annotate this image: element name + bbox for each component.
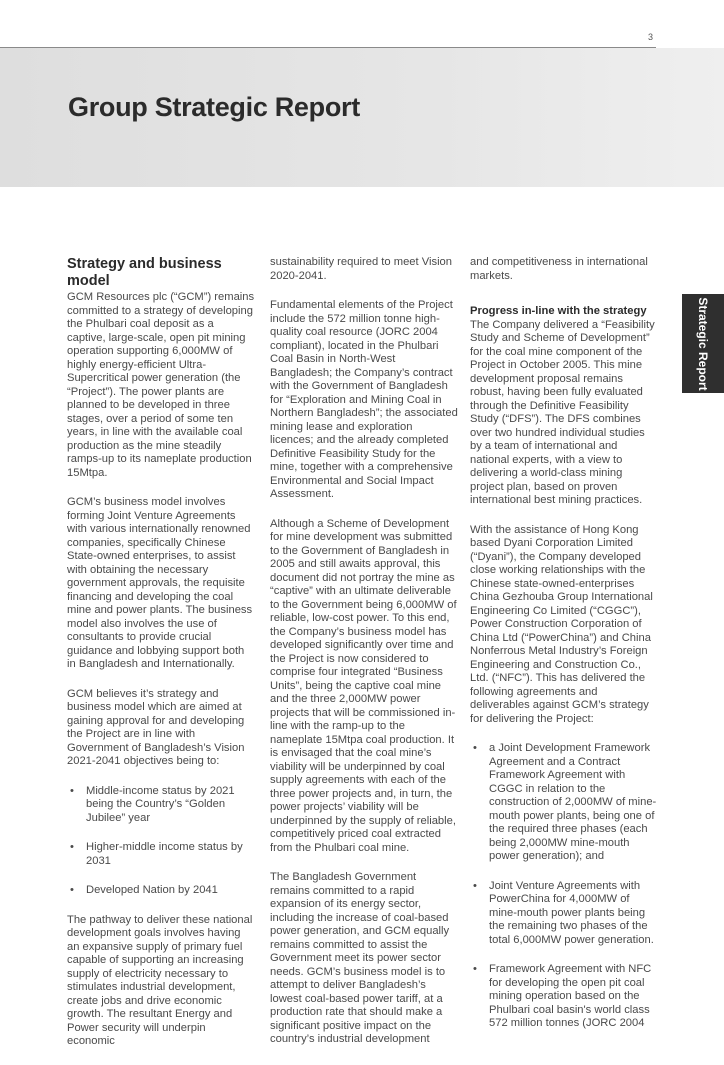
objectives-list bbox=[67, 785, 255, 898]
paragraph: GCM Resources plc (“GCM”) remains committed to a strategy of developing the Phulbari coal deposit as a captive, large-scale, open pit mining operation supporting 6,000MW of highly energy-efficient Ultra-Supercritical power generation (the “Project”). The power plants are planned to be developed in three stages, over a period of some ten years, in line with the available coal production as the mine steadily ramps-up to its nameplate production 15Mtpa. bbox=[67, 291, 255, 479]
column-1 bbox=[67, 256, 255, 1065]
list-item bbox=[470, 880, 658, 948]
bullet-icon: • bbox=[70, 841, 74, 853]
column-2 bbox=[270, 256, 458, 1063]
list-item bbox=[67, 785, 255, 826]
list-item-text: Joint Venture Agreements with PowerChina for 4,000MW of mine-mouth power plants being the remaining two phases of the total 6,000MW power generation. bbox=[489, 879, 654, 946]
section-heading: Strategy and business model bbox=[67, 256, 222, 289]
paragraph: sustainability required to meet Vision 2020-2041. bbox=[270, 256, 452, 282]
section-tab bbox=[682, 294, 724, 393]
header-rule bbox=[0, 47, 656, 48]
paragraph: GCM believes it’s strategy and business model which are aimed at gaining approval for and developing the Project are in line with Government of Bangladesh’s Vision 2021-2041 objectives being to: bbox=[67, 687, 245, 767]
bullet-icon: • bbox=[70, 784, 74, 797]
bullet-icon: • bbox=[473, 963, 477, 975]
list-item bbox=[67, 884, 255, 898]
list-item-text: Framework Agreement with NFC for developing the open pit coal mining operation based on the Phulbari coal basin's world class 572 million tonnes (JORC 2004 bbox=[489, 963, 652, 1029]
page-title: Group Strategic Report bbox=[68, 92, 360, 122]
paragraph: Fundamental elements of the Project include the 572 million tonne high-quality coal resource (JORC 2004 compliant), located in the Phulbari Coal Basin in North-West Bangladesh; the Company’s contract with the Government of Bangladesh for “Exploration and Mining Coal in Northern Bangladesh”; the associated mining lease and exploration licences; and the already completed Definitive Feasibility Study for the mine, together with a comprehensive Environmental and Social Impact Assessment. bbox=[270, 299, 458, 500]
column-3 bbox=[470, 256, 658, 1047]
page-number: 3 bbox=[648, 32, 654, 42]
list-item-text: Higher-middle income status by 2031 bbox=[86, 841, 243, 867]
list-item-text: Middle-income status by 2021 being the Country’s “Golden Jubilee” year bbox=[86, 784, 235, 824]
paragraph: GCM’s business model involves forming Joint Venture Agreements with various internationally renowned companies, specifically Chinese State-owned enterprises, to assist with obtaining the necessary government approvals, the requisite financing and developing the coal mine and power plants. The business model also involves the use of consultants to provide crucial guidance and lobbying support both in Bangladesh and Internationally. bbox=[67, 496, 253, 670]
list-item bbox=[470, 742, 658, 864]
bullet-icon: • bbox=[70, 884, 74, 896]
paragraph: Although a Scheme of Development for mine development was submitted to the Government of Bangladesh in 2005 and still awaits approval, this document did not portray the mine as “captive” with an ultimate deliverable to the Government being 6,000MW of reliable, low-cost power. To this end, the Company’s business model has developed significantly over time and the Project is now considered to comprise four integrated “Business Units”, being the captive coal mine and the three 2,000MW power projects that will be commissioned in-line with the ramp-up to the nameplate 15Mtpa coal production. It is envisaged that the coal mine’s viability will be underpinned by coal supply agreements with each of the three power projects and, in turn, the power projects’ viability will be underpinned by the supply of reliable, competitively priced coal extracted from the Phulbari coal mine. bbox=[270, 517, 457, 854]
list-item bbox=[470, 963, 658, 1031]
paragraph: With the assistance of Hong Kong based Dyani Corporation Limited (“Dyani”), the Company developed close working relationships with the Chinese state-owned-enterprises China Gezhouba Group International Engineering Co Limited (“CGGC”), Power Construction Corporation of China Ltd (“PowerChina”) and China Nonferrous Metal Industry’s Foreign Engineering and Construction Co., Ltd. (“NFC”). This has delivered the following agreements and deliverables against GCM’s strategy for delivering the Project: bbox=[470, 523, 653, 725]
list-item-text: Developed Nation by 2041 bbox=[86, 884, 218, 896]
paragraph: and competitiveness in international markets. bbox=[470, 256, 648, 282]
agreements-list bbox=[470, 742, 658, 1031]
bullet-icon: • bbox=[473, 879, 477, 892]
list-item-text: a Joint Development Framework Agreement and a Contract Framework Agreement with CGGC in relation to the construction of 2,000MW of mine-mouth power plants, being one of the required three phases (each being 2,000MW mine-mouth power generation); and bbox=[489, 742, 657, 862]
paragraph: The Company delivered a “Feasibility Study and Scheme of Development” for the coal mine component of the Project in October 2005. This mine development proposal remains robust, having been fully evaluated through the Definitive Feasibility Study (“DFS”). The DFS combines over two hundred individual studies by a team of international and national experts, with a view to delivering a world-class mining project plan, based on proven international best mining practices. bbox=[470, 318, 655, 506]
paragraph: The Bangladesh Government remains committed to a rapid expansion of its energy sector, including the increase of coal-based power generation, and GCM equally remains committed to assist the Government meet its power sector needs. GCM’s business model is to attempt to deliver Bangladesh’s lowest coal-based power tariff, at a production rate that should make a significant positive impact on the country’s industrial development bbox=[270, 871, 450, 1045]
bullet-icon: • bbox=[473, 742, 477, 754]
section-tab-label: Strategic Report bbox=[696, 296, 710, 391]
paragraph: The pathway to deliver these national development goals involves having an expansive supply of primary fuel capable of supporting an increasing supply of electricity necessary to stimulates industrial development, create jobs and drive economic growth. The resultant Energy and Power security will underpin economic bbox=[67, 913, 253, 1047]
subsection-heading: Progress in-line with the strategy bbox=[470, 305, 647, 317]
list-item bbox=[67, 841, 255, 868]
